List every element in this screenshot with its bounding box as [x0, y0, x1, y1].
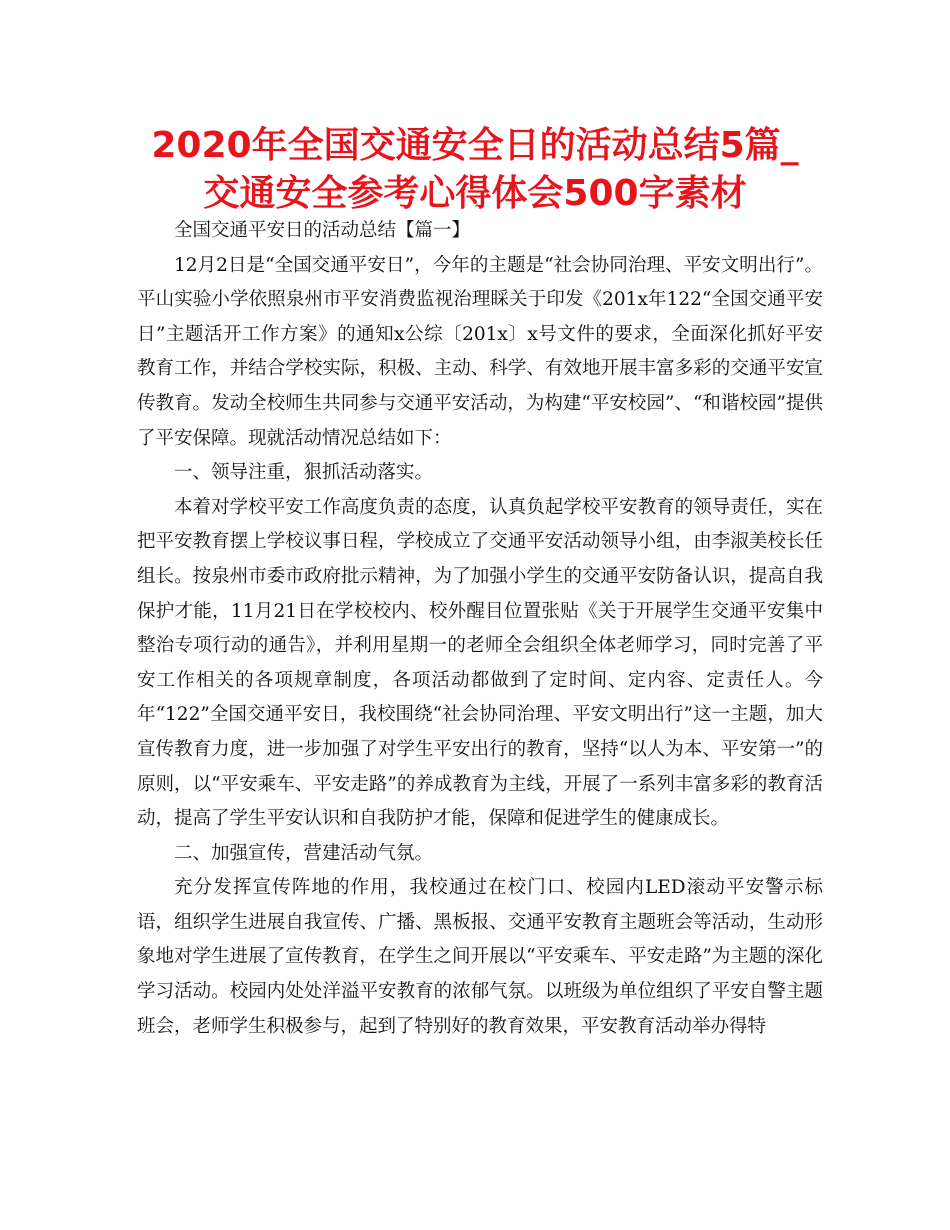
section-heading-part-one: 全国交通平安日的活动总结【篇一】 — [174, 220, 471, 241]
section-heading: 二、加强宣传，营建活动气氛。 — [174, 842, 434, 864]
document-body — [137, 214, 823, 1044]
body-paragraph: 本着对学校平安工作高度负责的态度，认真负起学校平安教育的领导责任，实在把平安教育摆上学校议事日程，学校成立了交通平安活动领导小组，由李淑美校长任组长。按泉州市委市政府批示精神，为了加强小学生的交通平安防备认识，提高自我保护才能，11月21日在学校校内、校外醒目位置张贴《关于开展学生交通平安集中整治专项行动的通告》，并利用星期一的老师全会组织全体老师学习，同时完善了平安工作相关的各项规章制度，各项活动都做到了定时间、定内容、定责任人。今年“122”全国交通平安日，我校围绕“社会协同治理、平安文明出行”这一主题，加大宣传教育力度，进一步加强了对学生平安出行的教育，坚持“以人为本、平安第一”的原则，以“平安乘车、平安走路”的养成教育为主线，开展了一系列丰富多彩的教育活动，提高了学生平安认识和自我防护才能，保障和促进学生的健康成长。 — [137, 496, 823, 830]
section-heading: 一、领导注重，狠抓活动落实。 — [174, 462, 434, 484]
body-paragraph: 充分发挥宣传阵地的作用，我校通过在校门口、校园内LED滚动平安警示标语，组织学生进展自我宣传、广播、黑板报、交通平安教育主题班会等活动，生动形象地对学生进展了宣传教育，在学生之间开展以“平安乘车、平安走路”为主题的深化学习活动。校园内处处洋溢平安教育的浓郁气氛。以班级为单位组织了平安自警主题班会，老师学生积极参与，起到了特别好的教育效果，平安教育活动举办得特 — [137, 877, 823, 1037]
document-title-line-2: 交通安全参考心得体会500字素材 — [203, 173, 747, 214]
document-title — [100, 122, 850, 218]
body-paragraph: 12月2日是“全国交通平安日”，今年的主题是“社会协同治理、平安文明出行”。平山实验小学依照泉州市平安消费监视治理睬关于印发《201x年122“全国交通平安日”主题活开工作方案》的通知x公综〔201x〕x号文件的要求，全面深化抓好平安教育工作，并结合学校实际，积极、主动、科学、有效地开展丰富多彩的交通平安宣传教育。发动全校师生共同参与交通平安活动，为构建“平安校园”、“和谐校园”提供了平安保障。现就活动情况总结如下： — [137, 254, 823, 449]
document-title-line-1: 2020年全国交通安全日的活动总结5篇_ — [151, 125, 799, 166]
